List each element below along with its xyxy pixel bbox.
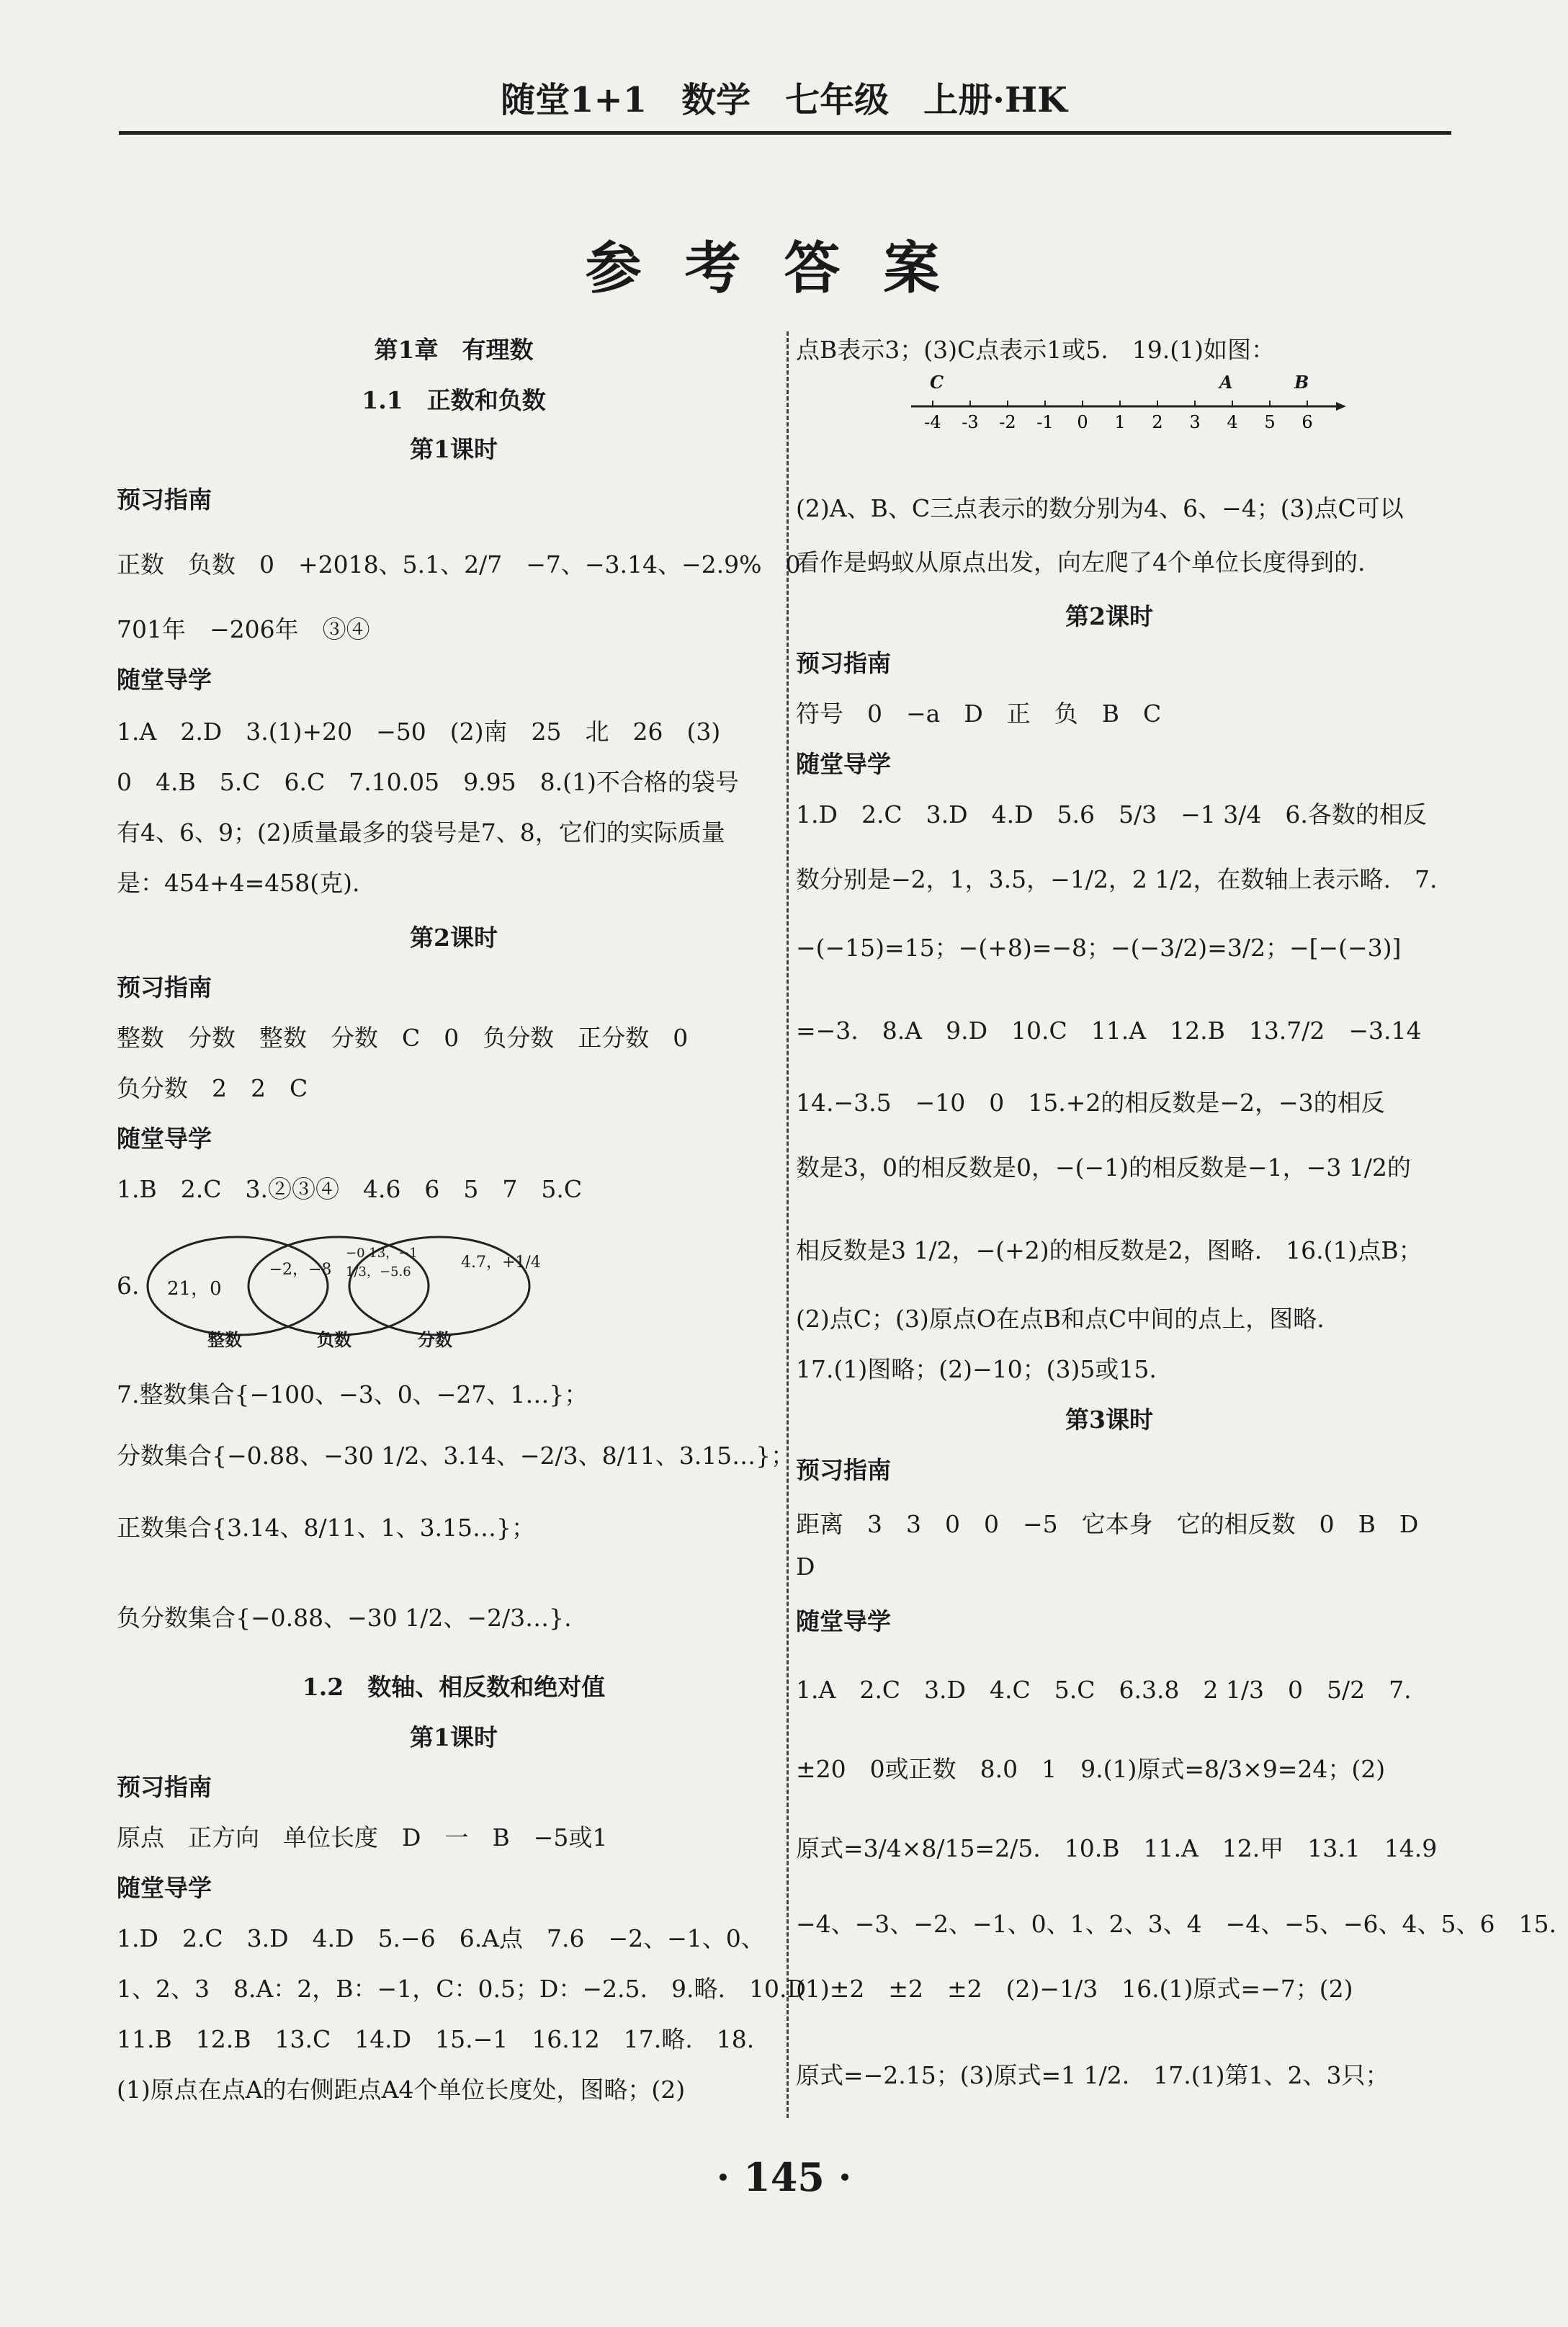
guide-heading: 随堂导学 bbox=[117, 666, 212, 694]
answer-line: 1.D 2.C 3.D 4.D 5.6 5/3 −1 3/4 6.各数的相反 bbox=[796, 800, 1427, 828]
answer-line: 正数集合{3.14、8/11、1、3.15…}； bbox=[117, 1514, 536, 1542]
preview-heading: 预习指南 bbox=[117, 1773, 212, 1801]
answer-line: −4、−3、−2、−1、0、1、2、3、4 −4、−5、−6、4、5、6 15. bbox=[796, 1910, 1556, 1938]
answer-line: 相反数是3 1/2，−(+2)的相反数是2，图略. 16.(1)点B； bbox=[796, 1236, 1423, 1264]
axis-tick-label: 6 bbox=[1302, 412, 1313, 432]
section-heading: 1.2 数轴、相反数和绝对值 bbox=[302, 1673, 606, 1701]
venn-text-right: 4.7，+1/4 bbox=[461, 1254, 541, 1272]
point-B-label: B bbox=[1294, 372, 1309, 393]
venn-label-negative: 负数 bbox=[317, 1329, 351, 1350]
lesson-heading: 第2课时 bbox=[1065, 602, 1153, 630]
answer-line: 1.A 2.D 3.(1)+20 −50 (2)南 25 北 26 (3) bbox=[117, 718, 721, 746]
answer-line: 有4、6、9；(2)质量最多的袋号是7、8，它们的实际质量 bbox=[117, 818, 725, 847]
page-title: 参考答案 bbox=[585, 236, 983, 301]
venn-text-mid: −2，−8 bbox=[269, 1261, 332, 1279]
venn-label-integer: 整数 bbox=[207, 1329, 242, 1350]
answer-line: 整数 分数 整数 分数 C 0 负分数 正分数 0 bbox=[117, 1024, 689, 1052]
answer-line: 看作是蚂蚁从原点出发，向左爬了4个单位长度得到的. bbox=[796, 548, 1366, 576]
number-line bbox=[904, 375, 1350, 432]
answer-line: =−3. 8.A 9.D 10.C 11.A 12.B 13.7/2 −3.14 bbox=[796, 1017, 1422, 1045]
answer-line: (1)原点在点A的右侧距点A4个单位长度处，图略；(2) bbox=[117, 2076, 686, 2104]
answer-line: 0 4.B 5.C 6.C 7.10.05 9.95 8.(1)不合格的袋号 bbox=[117, 768, 739, 796]
answer-line: 原式=−2.15；(3)原式=1 1/2. 17.(1)第1、2、3只； bbox=[796, 2061, 1389, 2089]
axis-tick-label: 3 bbox=[1189, 412, 1201, 432]
preview-heading: 预习指南 bbox=[796, 1456, 891, 1484]
answer-line: 点B表示3；(3)C点表示1或5. 19.(1)如图： bbox=[796, 336, 1275, 364]
axis-tick-label: -1 bbox=[1036, 412, 1054, 432]
page-number: · 145 · bbox=[716, 2154, 852, 2200]
answer-line: 数分别是−2，1，3.5，−1/2，2 1/2，在数轴上表示略. 7. bbox=[796, 865, 1438, 893]
answer-line: (2)点C；(3)原点O在点B和点C中间的点上，图略. bbox=[796, 1305, 1325, 1333]
answer-line: 距离 3 3 0 0 −5 它本身 它的相反数 0 B D bbox=[796, 1510, 1419, 1538]
answer-line: 正数 负数 0 +2018、5.1、2/7 −7、−3.14、−2.9% 0 bbox=[117, 550, 801, 579]
answer-line: 原点 正方向 单位长度 D 一 B −5或1 bbox=[117, 1823, 608, 1852]
preview-heading: 预习指南 bbox=[117, 973, 212, 1001]
guide-heading: 随堂导学 bbox=[796, 750, 891, 778]
venn-text-right-inner: −0.13，−1 1/3，−5.6 bbox=[346, 1246, 418, 1279]
venn-text-left: 21，0 bbox=[167, 1278, 222, 1300]
header-rule bbox=[119, 131, 1451, 135]
venn-prefix: 6. bbox=[117, 1272, 140, 1300]
axis-tick-label: 5 bbox=[1264, 412, 1276, 432]
answer-line: 14.−3.5 −10 0 15.+2的相反数是−2，−3的相反 bbox=[796, 1089, 1385, 1117]
answer-line: 分数集合{−0.88、−30 1/2、3.14、−2/3、8/11、3.15…}； bbox=[117, 1442, 795, 1470]
preview-heading: 预习指南 bbox=[117, 486, 212, 514]
point-A-label: A bbox=[1219, 372, 1233, 393]
answer-line: 是：454+4=458(克). bbox=[117, 869, 360, 897]
axis-tick-label: -2 bbox=[999, 412, 1016, 432]
lesson-heading: 第3课时 bbox=[1065, 1406, 1153, 1434]
lesson-heading: 第1课时 bbox=[410, 435, 498, 463]
answer-line: 11.B 12.B 13.C 14.D 15.−1 16.12 17.略. 18. bbox=[117, 2025, 755, 2053]
axis-tick-label: -3 bbox=[962, 412, 979, 432]
answer-line: 7.整数集合{−100、−3、0、−27、1…}； bbox=[117, 1380, 588, 1408]
chapter-heading: 第1章 有理数 bbox=[374, 336, 534, 364]
answer-line: 符号 0 −a D 正 负 B C bbox=[796, 700, 1162, 728]
answer-line: 701年 −206年 ③④ bbox=[117, 615, 370, 643]
guide-heading: 随堂导学 bbox=[796, 1607, 891, 1635]
answer-line: 1、2、3 8.A：2，B：−1，C：0.5；D：−2.5. 9.略. 10.D bbox=[117, 1975, 806, 2003]
answer-line: 数是3，0的相反数是0，−(−1)的相反数是−1，−3 1/2的 bbox=[796, 1153, 1411, 1182]
axis-tick-label: 2 bbox=[1152, 412, 1163, 432]
lesson-heading: 第2课时 bbox=[410, 924, 498, 952]
answer-line: 负分数 2 2 C bbox=[117, 1074, 308, 1102]
guide-heading: 随堂导学 bbox=[117, 1125, 212, 1153]
answer-line: D bbox=[796, 1553, 815, 1581]
answer-line: 原式=3/4×8/15=2/5. 10.B 11.A 12.甲 13.1 14.9 bbox=[796, 1834, 1438, 1862]
axis-tick-label: 4 bbox=[1227, 412, 1238, 432]
answer-line: 1.B 2.C 3.②③④ 4.6 6 5 7 5.C bbox=[117, 1175, 583, 1203]
answer-line: (2)A、B、C三点表示的数分别为4、6、−4；(3)点C可以 bbox=[796, 494, 1404, 522]
answer-line: 负分数集合{−0.88、−30 1/2、−2/3…}. bbox=[117, 1604, 572, 1632]
guide-heading: 随堂导学 bbox=[117, 1874, 212, 1902]
answer-line: 1.D 2.C 3.D 4.D 5.−6 6.A点 7.6 −2、−1、0、 bbox=[117, 1924, 765, 1952]
section-heading: 1.1 正数和负数 bbox=[362, 386, 546, 414]
answer-line: ±20 0或正数 8.0 1 9.(1)原式=8/3×9=24；(2) bbox=[796, 1755, 1386, 1783]
answer-line: (1)±2 ±2 ±2 (2)−1/3 16.(1)原式=−7；(2) bbox=[796, 1975, 1353, 2003]
venn-label-fraction: 分数 bbox=[418, 1329, 452, 1350]
running-header: 随堂1+1 数学 七年级 上册·HK bbox=[501, 80, 1067, 120]
column-divider bbox=[787, 331, 789, 2118]
point-C-label: C bbox=[930, 372, 944, 393]
axis-tick-label: 0 bbox=[1077, 412, 1088, 432]
axis-tick-label: 1 bbox=[1114, 412, 1126, 432]
answer-line: 17.(1)图略；(2)−10；(3)5或15. bbox=[796, 1355, 1157, 1383]
preview-heading: 预习指南 bbox=[796, 649, 891, 677]
answer-line: 1.A 2.C 3.D 4.C 5.C 6.3.8 2 1/3 0 5/2 7. bbox=[796, 1676, 1412, 1704]
axis-tick-label: -4 bbox=[924, 412, 941, 432]
lesson-heading: 第1课时 bbox=[410, 1723, 498, 1751]
answer-line: −(−15)=15；−(+8)=−8；−(−3/2)=3/2；−[−(−3)] bbox=[796, 934, 1402, 962]
